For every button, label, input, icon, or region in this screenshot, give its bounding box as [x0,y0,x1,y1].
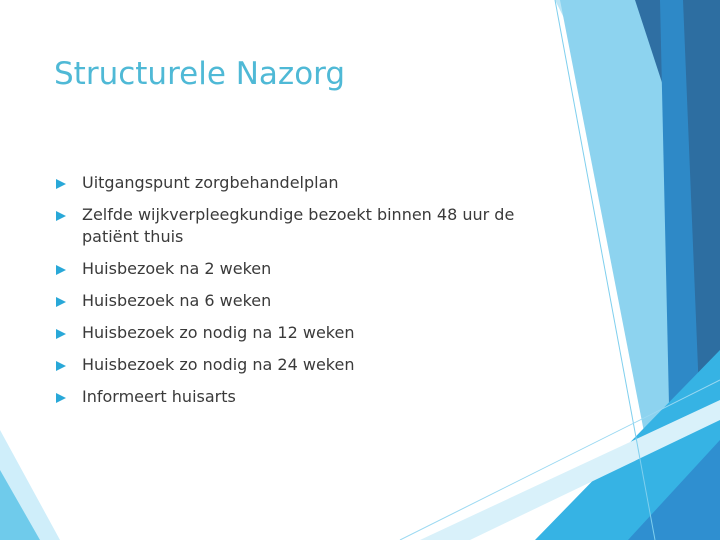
triangle-right-icon [56,329,66,339]
bullet-item [52,204,552,248]
bullet-item [52,322,552,344]
bullet-text: Huisbezoek zo nodig na 12 weken [82,323,355,342]
bullet-item [52,386,552,408]
bullet-text: Huisbezoek zo nodig na 24 weken [82,355,355,374]
bullet-item [52,172,552,194]
triangle-right-icon [56,393,66,403]
bullet-item [52,258,552,280]
bullet-item [52,354,552,376]
triangle-right-icon [56,211,66,221]
bullet-text: Informeert huisarts [82,387,236,406]
bullet-item [52,290,552,312]
triangle-right-icon [56,265,66,275]
slide-title: Structurele Nazorg [54,56,346,92]
bullet-text: Zelfde wijkverpleegkundige bezoekt binnen 48 uur de patiënt thuis [82,205,515,246]
bullet-text: Huisbezoek na 2 weken [82,259,272,278]
bullet-text: Huisbezoek na 6 weken [82,291,272,310]
triangle-right-icon [56,361,66,371]
bullet-text: Uitgangspunt zorgbehandelplan [82,173,339,192]
bullet-list [52,172,552,418]
triangle-right-icon [56,297,66,307]
triangle-right-icon [56,179,66,189]
